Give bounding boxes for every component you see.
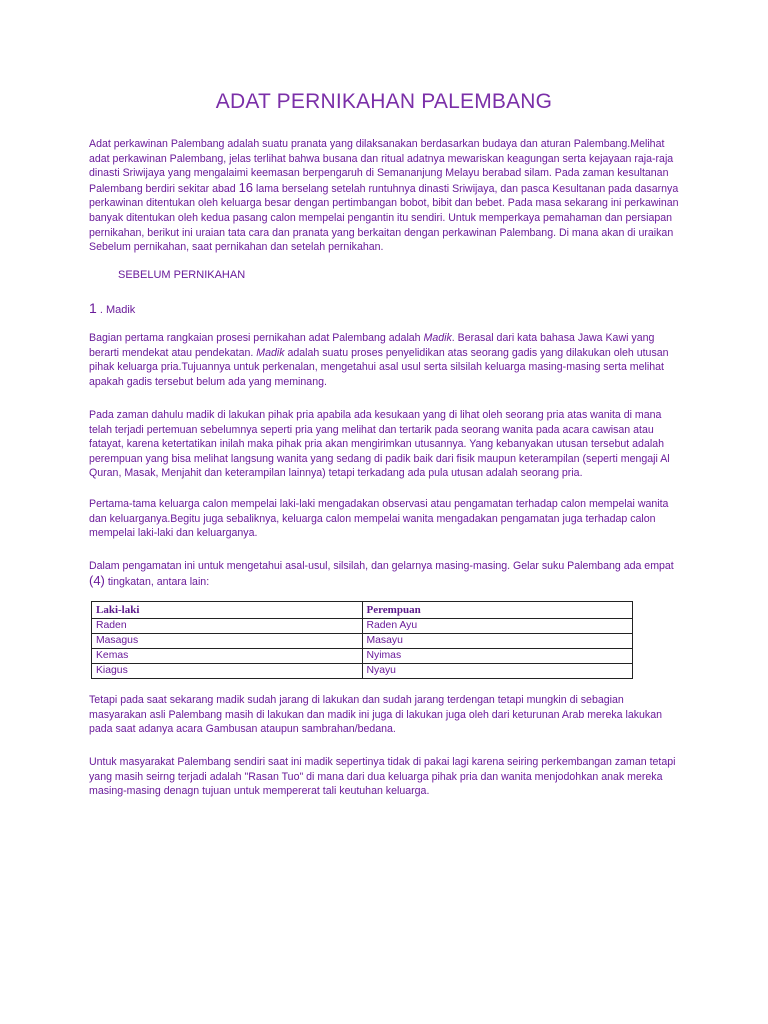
table-cell: Nyimas bbox=[362, 649, 633, 664]
table-row bbox=[92, 634, 633, 649]
table-cell: Masayu bbox=[362, 634, 633, 649]
titles-table bbox=[91, 601, 633, 679]
titles-intro-paragraph bbox=[89, 559, 679, 589]
observation-paragraph: Pertama-tama keluarga calon mempelai laki-laki mengadakan observasi atau pengamatan terhadap calon mempelai wanita dan keluarganya.Begitu juga sebaliknya, keluarga calon mempelai wanita mengadakan pengamatan juga terhadap calon mempelai laki-laki dan keluarganya. bbox=[89, 498, 669, 540]
table-cell: Kiagus bbox=[92, 664, 363, 679]
century-number: 16 bbox=[238, 179, 254, 195]
table-cell: Raden bbox=[92, 619, 363, 634]
intro-text-part2: lama berselang setelah runtuhnya dinasti Sriwijaya, dan pasca Kesultanan pada dasarnya perkawinan ditentukan oleh keluarga besar dengan pertimbangan bobot, bibit dan bebet. Pada masa sekarang ini perkawinan banyak ditentukan oleh kedua pasang calon mempelai pengantin itu sendiri. Untuk memperkaya pemahaman dan persiapan pernikahan, berikut ini uraian tata cara dan pranata yang berkaitan dengan perkawinan Palembang. Di mana akan di uraikan Sebelum pernikahan, saat pernikahan dan setelah pernikahan. bbox=[89, 182, 679, 254]
p1-madik-term-2: Madik bbox=[256, 346, 285, 359]
section-heading: SEBELUM PERNIKAHAN bbox=[118, 269, 246, 281]
p1-madik-term-1: Madik bbox=[423, 332, 452, 344]
table-row bbox=[92, 619, 633, 634]
rasan-tuo-paragraph: Untuk masyarakat Palembang sendiri saat ini madik sepertinya tidak di pakai lagi karena seiring perkembangan zaman tetapi yang masih seirng terjadi adalah "Rasan Tuo" di mana dari dua keluarga pihak pria dan wanita menjodohkan anak mereka masing-masing denagn tujuan untuk mempererat tali keutuhan keluarga. bbox=[89, 756, 676, 798]
table-header-male: Laki-laki bbox=[92, 602, 363, 619]
subsection-heading bbox=[89, 300, 135, 316]
table-cell: Nyayu bbox=[362, 664, 633, 679]
table-row bbox=[92, 664, 633, 679]
table-header-female: Perempuan bbox=[362, 602, 633, 619]
p4-count: (4) bbox=[89, 572, 105, 588]
p4-text-a: Dalam pengamatan ini untuk mengetahui asal-usul, silsilah, dan gelarnya masing-masing. Gelar suku Palembang ada empat bbox=[89, 560, 674, 572]
table-row bbox=[92, 649, 633, 664]
intro-text-part1: Adat perkawinan Palembang adalah suatu pranata yang dilaksanakan berdasarkan budaya dan aturan Palembang.Melihat adat perkawinan Palembang, jelas terlihat bahwa busana dan ritual adatnya mewariskan keagungan serta kejayaan raja-raja dinasti Sriwijaya yang mengalaimi keemasan berpengaruh di Semananjung Melayu berabad silam. Pada zaman kesultanan Palembang berdiri sekitar abad bbox=[89, 138, 674, 195]
subsection-label: . Madik bbox=[96, 304, 136, 316]
table-cell: Raden Ayu bbox=[362, 619, 633, 634]
table-cell: Masagus bbox=[92, 634, 363, 649]
subsection-number: 1 bbox=[89, 300, 97, 316]
p1-text-a: Bagian pertama rangkaian prosesi pernikahan adat Palembang adalah bbox=[89, 332, 424, 344]
intro-paragraph bbox=[89, 137, 679, 255]
madik-today-paragraph: Tetapi pada saat sekarang madik sudah jarang di lakukan dan sudah jarang terdengan tetapi mungkin di sebagian masyarakan asli Palembang masih di lakukan dan madik ini juga di lakukan juga oleh dari keturunan Arab mereka lakukan pada saat adanya acara Gambusan ataupun sambrahan/bedana. bbox=[89, 694, 662, 736]
p1-text-b: . Berasal dari kata bahasa Jawa Kawi yang berarti mendekat atau pendekatan. bbox=[89, 332, 655, 359]
madik-definition-paragraph bbox=[89, 331, 679, 389]
table-cell: Kemas bbox=[92, 649, 363, 664]
p4-text-b: tingkatan, antara lain: bbox=[104, 575, 210, 588]
page-title: ADAT PERNIKAHAN PALEMBANG bbox=[215, 90, 553, 113]
madik-history-paragraph: Pada zaman dahulu madik di lakukan pihak pria apabila ada kesukaan yang di lihat oleh seorang pria atas wanita di mana telah terjadi pertemuan sebelumnya seperti pria yang melihat dan tertarik pada seorang wanita pada acara cawisan atau fatayat, karena ketertatikan inilah maka pihak pria akan mengirimkan utusannya. Yang kebanyakan utusan tersebut adalah perempuan yang bisa melihat langsung wanita yang sedang di padik baik dari fisik maupun keterampilan (seperti mengaji Al Quran, Masak, Menjahit dan keterampilan lainnya) tetapi terkadang ada pula utusan adalah seorang pria. bbox=[89, 409, 670, 480]
p1-text-c: adalah suatu proses penyelidikan atas seorang gadis yang dilakukan oleh utusan pihak keluarga pria.Tujuannya untuk perkenalan, mengetahui asal usul serta silsilah keluarga masing-masing serta melihat apakah gadis tersebut belum ada yang meminang. bbox=[89, 346, 669, 388]
table-header-row bbox=[92, 602, 633, 619]
